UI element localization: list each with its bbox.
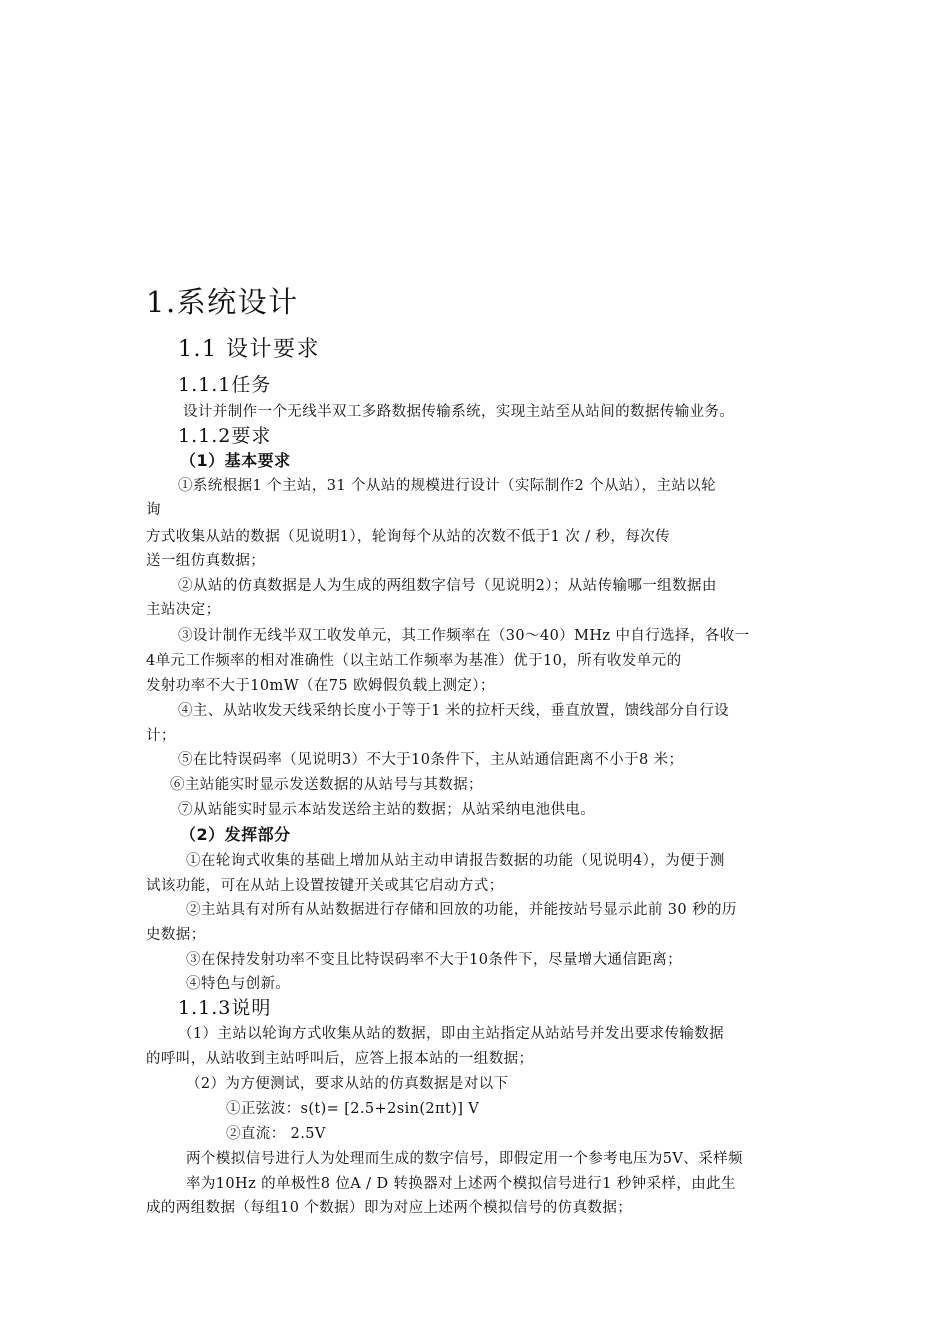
note-line: 成的两组数据（每组10 个数据）即为对应上述两个模拟信号的仿真数据； [146, 1200, 633, 1216]
heading-task: 1.1.1任务 [178, 374, 272, 396]
extra-part-title: （2）发挥部分 [180, 825, 291, 844]
basic-item: ③设计制作无线半双工收发单元，其工作频率在（30～40）MHz 中自行选择，各收一 [178, 628, 750, 644]
basic-item: 送一组仿真数据； [146, 553, 266, 569]
heading-2: 1.1 设计要求 [178, 337, 320, 362]
note-line: （2）为方便测试，要求从站的仿真数据是对以下 [186, 1076, 509, 1092]
basic-item: ⑦从站能实时显示本站发送给主站的数据；从站采纳电池供电。 [178, 802, 596, 818]
extra-item: ③在保持发射功率不变且比特误码率不大于10条件下，尽量增大通信距离； [186, 952, 683, 968]
heading-notes: 1.1.3说明 [178, 997, 272, 1019]
note-formula-sine: ①正弦波：s(t)= [2.5+2sin(2πt)] V [226, 1101, 480, 1117]
extra-item: ②主站具有对所有从站数据进行存储和回放的功能，并能按站号显示此前 30 秒的历 [186, 902, 737, 918]
basic-item: ②从站的仿真数据是人为生成的两组数字信号（见说明2）；从站传输哪一组数据由 [178, 578, 717, 594]
note-line: 率为10Hz 的单极性8 位A / D 转换器对上述两个模拟信号进行1 秒钟采样，由此生 [186, 1176, 736, 1192]
extra-item: ①在轮询式收集的基础上增加从站主动申请报告数据的功能（见说明4），为便于测 [186, 853, 725, 869]
note-line: 两个模拟信号进行人为处理而生成的数字信号，即假定用一个参考电压为5V、采样频 [186, 1151, 743, 1167]
extra-item: ④特色与创新。 [186, 976, 291, 992]
basic-item: 发射功率不大于10mW（在75 欧姆假负载上测定）； [146, 678, 495, 694]
heading-requirements: 1.1.2要求 [178, 425, 272, 447]
basic-item: 计； [146, 728, 176, 744]
basic-item: 方式收集从站的数据（见说明1），轮询每个从站的次数不低于1 次 / 秒，每次传 [146, 529, 671, 545]
basic-requirements-title: （1）基本要求 [180, 451, 291, 470]
basic-item: ⑥主站能实时显示发送数据的从站号与其数据； [170, 777, 483, 793]
note-line: （1）主站以轮询方式收集从站的数据，即由主站指定从站站号并发出要求传输数据 [178, 1026, 725, 1042]
basic-item: 主站决定； [146, 602, 221, 618]
extra-item: 史数据； [146, 927, 206, 943]
task-text: 设计并制作一个无线半双工多路数据传输系统，实现主站至从站间的数据传输业务。 [183, 404, 735, 420]
basic-item: ①系统根据1 个主站，31 个从站的规模进行设计（实际制作2 个从站），主站以轮 [178, 478, 716, 494]
basic-item: ④主、从站收发天线采纳长度小于等于1 米的拉杆天线，垂直放置，馈线部分自行设 [178, 703, 730, 719]
extra-item: 试该功能，可在从站上设置按键开关或其它启动方式； [146, 878, 504, 894]
basic-item: ⑤在比特误码率（见说明3）不大于10条件下，主从站通信距离不小于8 米； [178, 752, 684, 768]
note-line: 的呼叫，从站收到主站呼叫后，应答上报本站的一组数据； [146, 1051, 534, 1067]
basic-item: 4单元工作频率的相对准确性（以主站工作频率为基准）优于10，所有收发单元的 [146, 653, 682, 669]
note-formula-dc: ②直流： 2.5V [226, 1126, 326, 1142]
basic-item: 询 [146, 502, 161, 518]
heading-1: 1.系统设计 [146, 285, 299, 319]
